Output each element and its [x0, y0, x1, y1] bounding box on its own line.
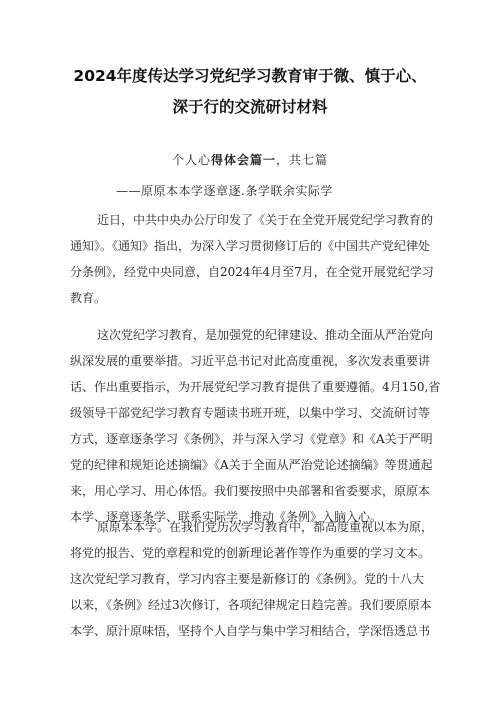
paragraph-line: 教育。 — [70, 291, 107, 305]
paragraph-1 — [70, 207, 440, 311]
subtitle-prefix: 个人心 — [171, 153, 211, 167]
paragraph-3 — [70, 514, 440, 644]
paragraph-line: 纵深发展的重要举措。习近平总书记对此高度重视，多次发表重要讲 — [70, 354, 431, 368]
paragraph-line: 通知》。《通知》指出，为深入学习贯彻修订后的《中国共产党纪律处 — [70, 239, 431, 253]
subtitle-suffix: ，共七篇 — [276, 153, 329, 167]
paragraph-line: 这次党纪学习教育，是加强党的纪律建设、推动全面从严治党向 — [97, 328, 434, 342]
subtitle-bold: 得体会篇一 — [210, 153, 276, 167]
paragraph-line: 分条例》，经党中央同意，自2024年4月至7月，在全党开展党纪学习 — [70, 265, 434, 279]
paragraph-line: 级领导干部党纪学习教育专题读书班开班，以集中学习、交流研讨等 — [70, 406, 431, 420]
paragraph-line: 党的纪律和规矩论述摘编》《A关于全面从严治党论述摘编》等贯通起 — [70, 458, 433, 472]
paragraph-line: 本学、原汁原味悟，坚持个人自学与集中学习相结合，学深悟透总书 — [70, 624, 431, 638]
paragraph-line: 近日，中共中央办公厅印发了《关于在全党开展党纪学习教育的 — [97, 213, 434, 227]
document-title-line-2: 深于行的交流研讨材料 — [172, 98, 328, 116]
paragraph-line: 话、作出重要指示，为开展党纪学习教育提供了重要遵循。4月150,省 — [70, 380, 440, 394]
paragraph-line: 以来，《条例》经过3次修订，各项纪律规定日趋完善。我们要原原本 — [70, 598, 432, 612]
paragraph-2 — [70, 322, 440, 530]
document-title-line-1: 2024年度传达学习党纪学习教育审于微、慎于心、 — [73, 67, 427, 85]
paragraph-line: 原原本本学。在我们党历次学习教育中，都高度重视以本为原， — [97, 520, 434, 534]
paragraph-line: 方式，逐章逐条学习《条例》，并与深入学习《党章》和《A关于严明 — [70, 432, 433, 446]
article-subtitle — [0, 151, 500, 168]
article-byline: ——原原本本学逐章逐.条学联余实际学 — [116, 184, 333, 198]
paragraph-line: 本学、逐章逐条学、联系实际学，推动《条例》入脑入心。 — [70, 510, 383, 524]
paragraph-line: 将党的报告、党的章程和党的创新理论著作等作为重要的学习文本。 — [70, 546, 431, 560]
paragraph-line: 这次党纪学习教育，学习内容主要是新修订的《条例》。党的十八大 — [70, 572, 425, 586]
paragraph-line: 来，用心学习、用心体悟。我们要按照中央部署和省委要求，原原本 — [70, 484, 431, 498]
